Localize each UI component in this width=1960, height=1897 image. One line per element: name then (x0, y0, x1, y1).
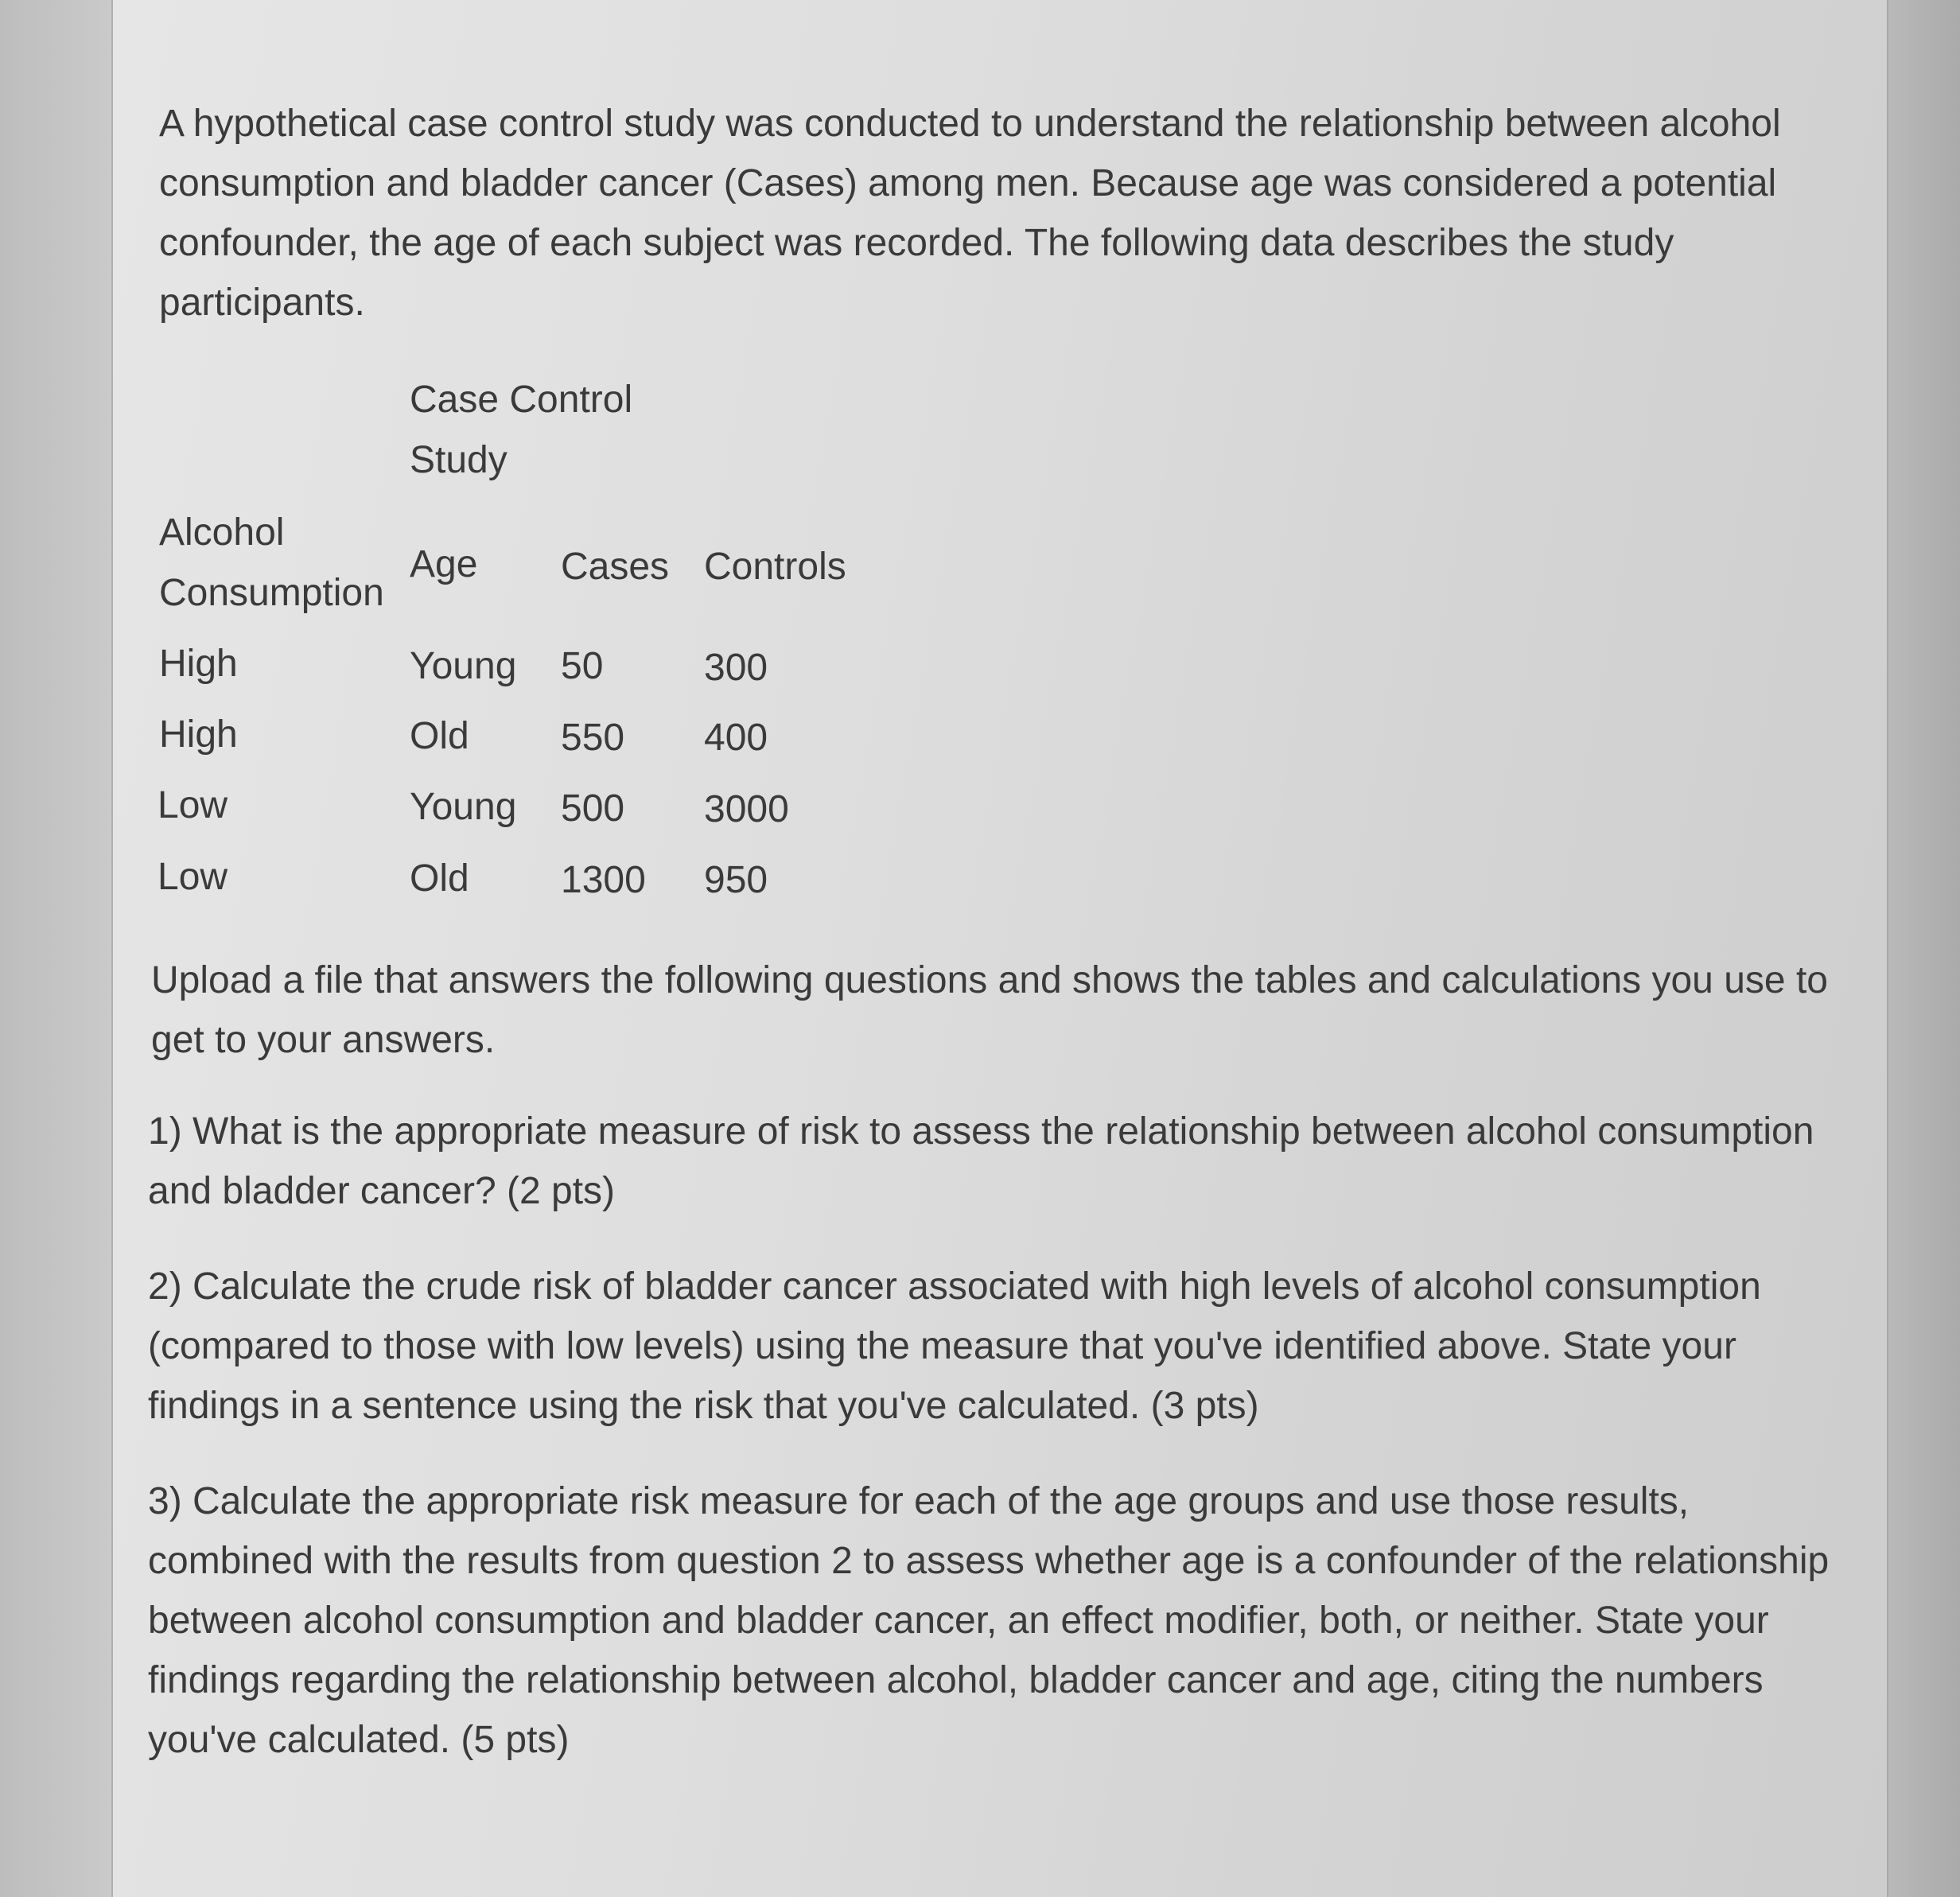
cell-age: Young (410, 645, 517, 687)
table-title-line1: Case Control (410, 379, 633, 421)
cell-cases: 500 (561, 787, 625, 830)
cell-alcohol: High (159, 643, 238, 685)
cell-cases: 1300 (561, 859, 646, 901)
cell-controls: 400 (704, 717, 768, 759)
header-controls: Controls (704, 546, 846, 588)
cell-cases: 550 (561, 717, 625, 759)
intro-paragraph: A hypothetical case control study was conducted to understand the relationship between alcohol consumption and bladder cancer (Cases) among men. Because age was considered a potential confounder, the age of each subject was recorded. The following data describes the study participants. (159, 103, 1781, 324)
header-alcohol-line2: Consumption (159, 572, 384, 614)
cell-age: Old (410, 715, 469, 757)
header-alcohol-line1: Alcohol (159, 511, 285, 554)
right-scroll-edge (1887, 0, 1960, 1897)
cell-alcohol: Low (158, 856, 228, 898)
cell-controls: 950 (704, 859, 768, 901)
question-3: 3) Calculate the appropriate risk measure for each of the age groups and use those results, combined with the results from question 2 to assess whether age is a confounder of the relationship between alcohol consumption and bladder cancer, an effect modifier, both, or neither. State your findings regarding the relationship between alcohol, bladder cancer and age, citing the numbers you've calculated. (5 pts) (148, 1480, 1830, 1761)
cell-controls: 300 (704, 647, 768, 689)
table-title-line2: Study (410, 439, 508, 481)
cell-age: Old (410, 857, 469, 900)
question-1: 1) What is the appropriate measure of risk to assess the relationship between alcohol consumption and bladder cancer? (2 pts) (148, 1110, 1814, 1212)
header-cases: Cases (561, 546, 670, 588)
header-age: Age (410, 543, 478, 585)
cell-age: Young (410, 786, 517, 828)
header-alcohol-consumption (159, 503, 384, 624)
upload-instructions: Upload a file that answers the following questions and shows the tables and calculations you use to get to your answers. (151, 959, 1828, 1061)
cell-alcohol: High (159, 713, 238, 756)
left-margin (0, 0, 113, 1897)
cell-cases: 50 (561, 645, 604, 687)
question-2: 2) Calculate the crude risk of bladder cancer associated with high levels of alcohol consumption (compared to those with low levels) using the measure that you've identified above. State your findings in a sentence using the risk that you've calculated. (3 pts) (148, 1265, 1761, 1427)
cell-controls: 3000 (704, 788, 789, 830)
cell-alcohol: Low (158, 784, 228, 826)
table-title (410, 370, 632, 491)
